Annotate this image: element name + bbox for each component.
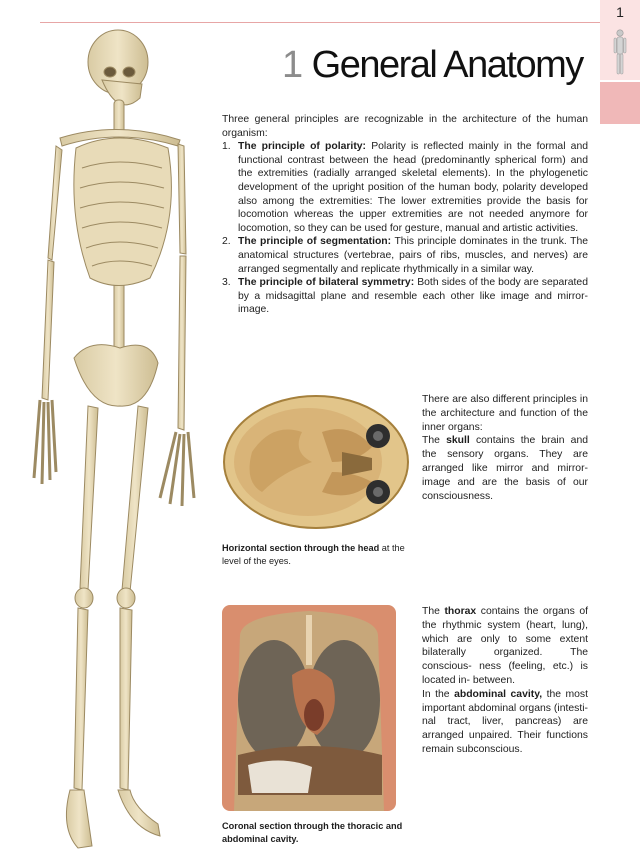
intro-lead: Three general principles are recognizable in the architecture of the human organism: xyxy=(222,114,588,139)
chapter-color-block xyxy=(600,82,640,124)
abdomen-post: the most important abdominal organs (intesti- nal tract, liver, pancreas) are arranged unpaired. Their functions remain subconscious. xyxy=(422,688,589,755)
intro-text xyxy=(222,113,588,317)
abdomen-paragraph xyxy=(422,688,588,757)
principle-item xyxy=(222,140,588,235)
thorax-bold: thorax xyxy=(444,606,477,617)
abdomen-pre: In the xyxy=(422,688,450,700)
head-caption-rest: at the level of the eyes. xyxy=(222,543,405,566)
thorax-post: contains the organs of the rhythmic system (heart, lung), which are only to some extent bilaterally organized. The conscious- ness (feeling, etc.) is located in- between. xyxy=(422,606,588,686)
page-number: 1 xyxy=(616,4,624,20)
thorax-side-text xyxy=(422,605,588,757)
skeleton-illustration xyxy=(30,28,220,853)
head-caption-bold: Horizontal section through the head xyxy=(222,543,380,553)
item-number: 2. xyxy=(222,236,231,248)
item-title: The principle of bilateral symmetry: xyxy=(238,277,415,289)
principle-item xyxy=(222,235,588,276)
item-number: 3. xyxy=(222,277,231,289)
thorax-pre: The xyxy=(422,606,440,617)
skull-bold: skull xyxy=(446,435,470,447)
item-title: The principle of polarity: xyxy=(238,141,367,153)
skull-pre: The xyxy=(422,435,440,447)
principle-item xyxy=(222,276,588,317)
chapter-title-text: General Anatomy xyxy=(311,44,583,86)
item-text: Both sides of the body are separated by a midsagittal plane and resemble each other like image and mirror-image. xyxy=(238,277,588,316)
thorax-caption: Coronal section through the thoracic and abdominal cavity. xyxy=(222,821,403,844)
organs-intro: There are also different principles in the architecture and function of the inner organs: xyxy=(422,394,588,433)
head-side-text xyxy=(422,393,588,503)
skull-paragraph xyxy=(422,434,588,503)
thorax-paragraph xyxy=(422,605,588,688)
item-text: Polarity is reflected mainly in the formal and functional contrast between the head (predominantly spherical form) and the extremities (radially arranged skeletal elements). In the phylogenetic development of the upright position of the human body, polarity developed also among the extremities: The lower extremities provide the basis for locomotion whereas the upper extremities are not needed anymore for locomotion, so they can be used for gesture, manual and artistic activities. xyxy=(238,141,589,234)
item-title: The principle of segmentation: xyxy=(238,236,392,248)
body-figure-icon xyxy=(612,28,628,76)
skull-post: contains the brain and the sensory organs. They are arranged like mirror and mirror-image and are the basis of our consciousness. xyxy=(422,435,589,502)
item-number: 1. xyxy=(222,141,231,153)
thorax-section-image xyxy=(222,605,396,811)
head-caption xyxy=(222,542,412,567)
chapter-number: 1 xyxy=(282,44,302,86)
chapter-title xyxy=(282,44,583,87)
head-section-image xyxy=(222,392,410,532)
item-text: This principle dominates in the trunk. The anatomical structures (vertebrae, pairs of ribs, muscles, and nerves) are arranged segmentally and replicate rhythmically in a similar way. xyxy=(238,236,588,275)
principles-list xyxy=(222,140,588,317)
abdomen-bold: abdominal cavity, xyxy=(454,688,543,700)
header-rule xyxy=(40,22,600,23)
